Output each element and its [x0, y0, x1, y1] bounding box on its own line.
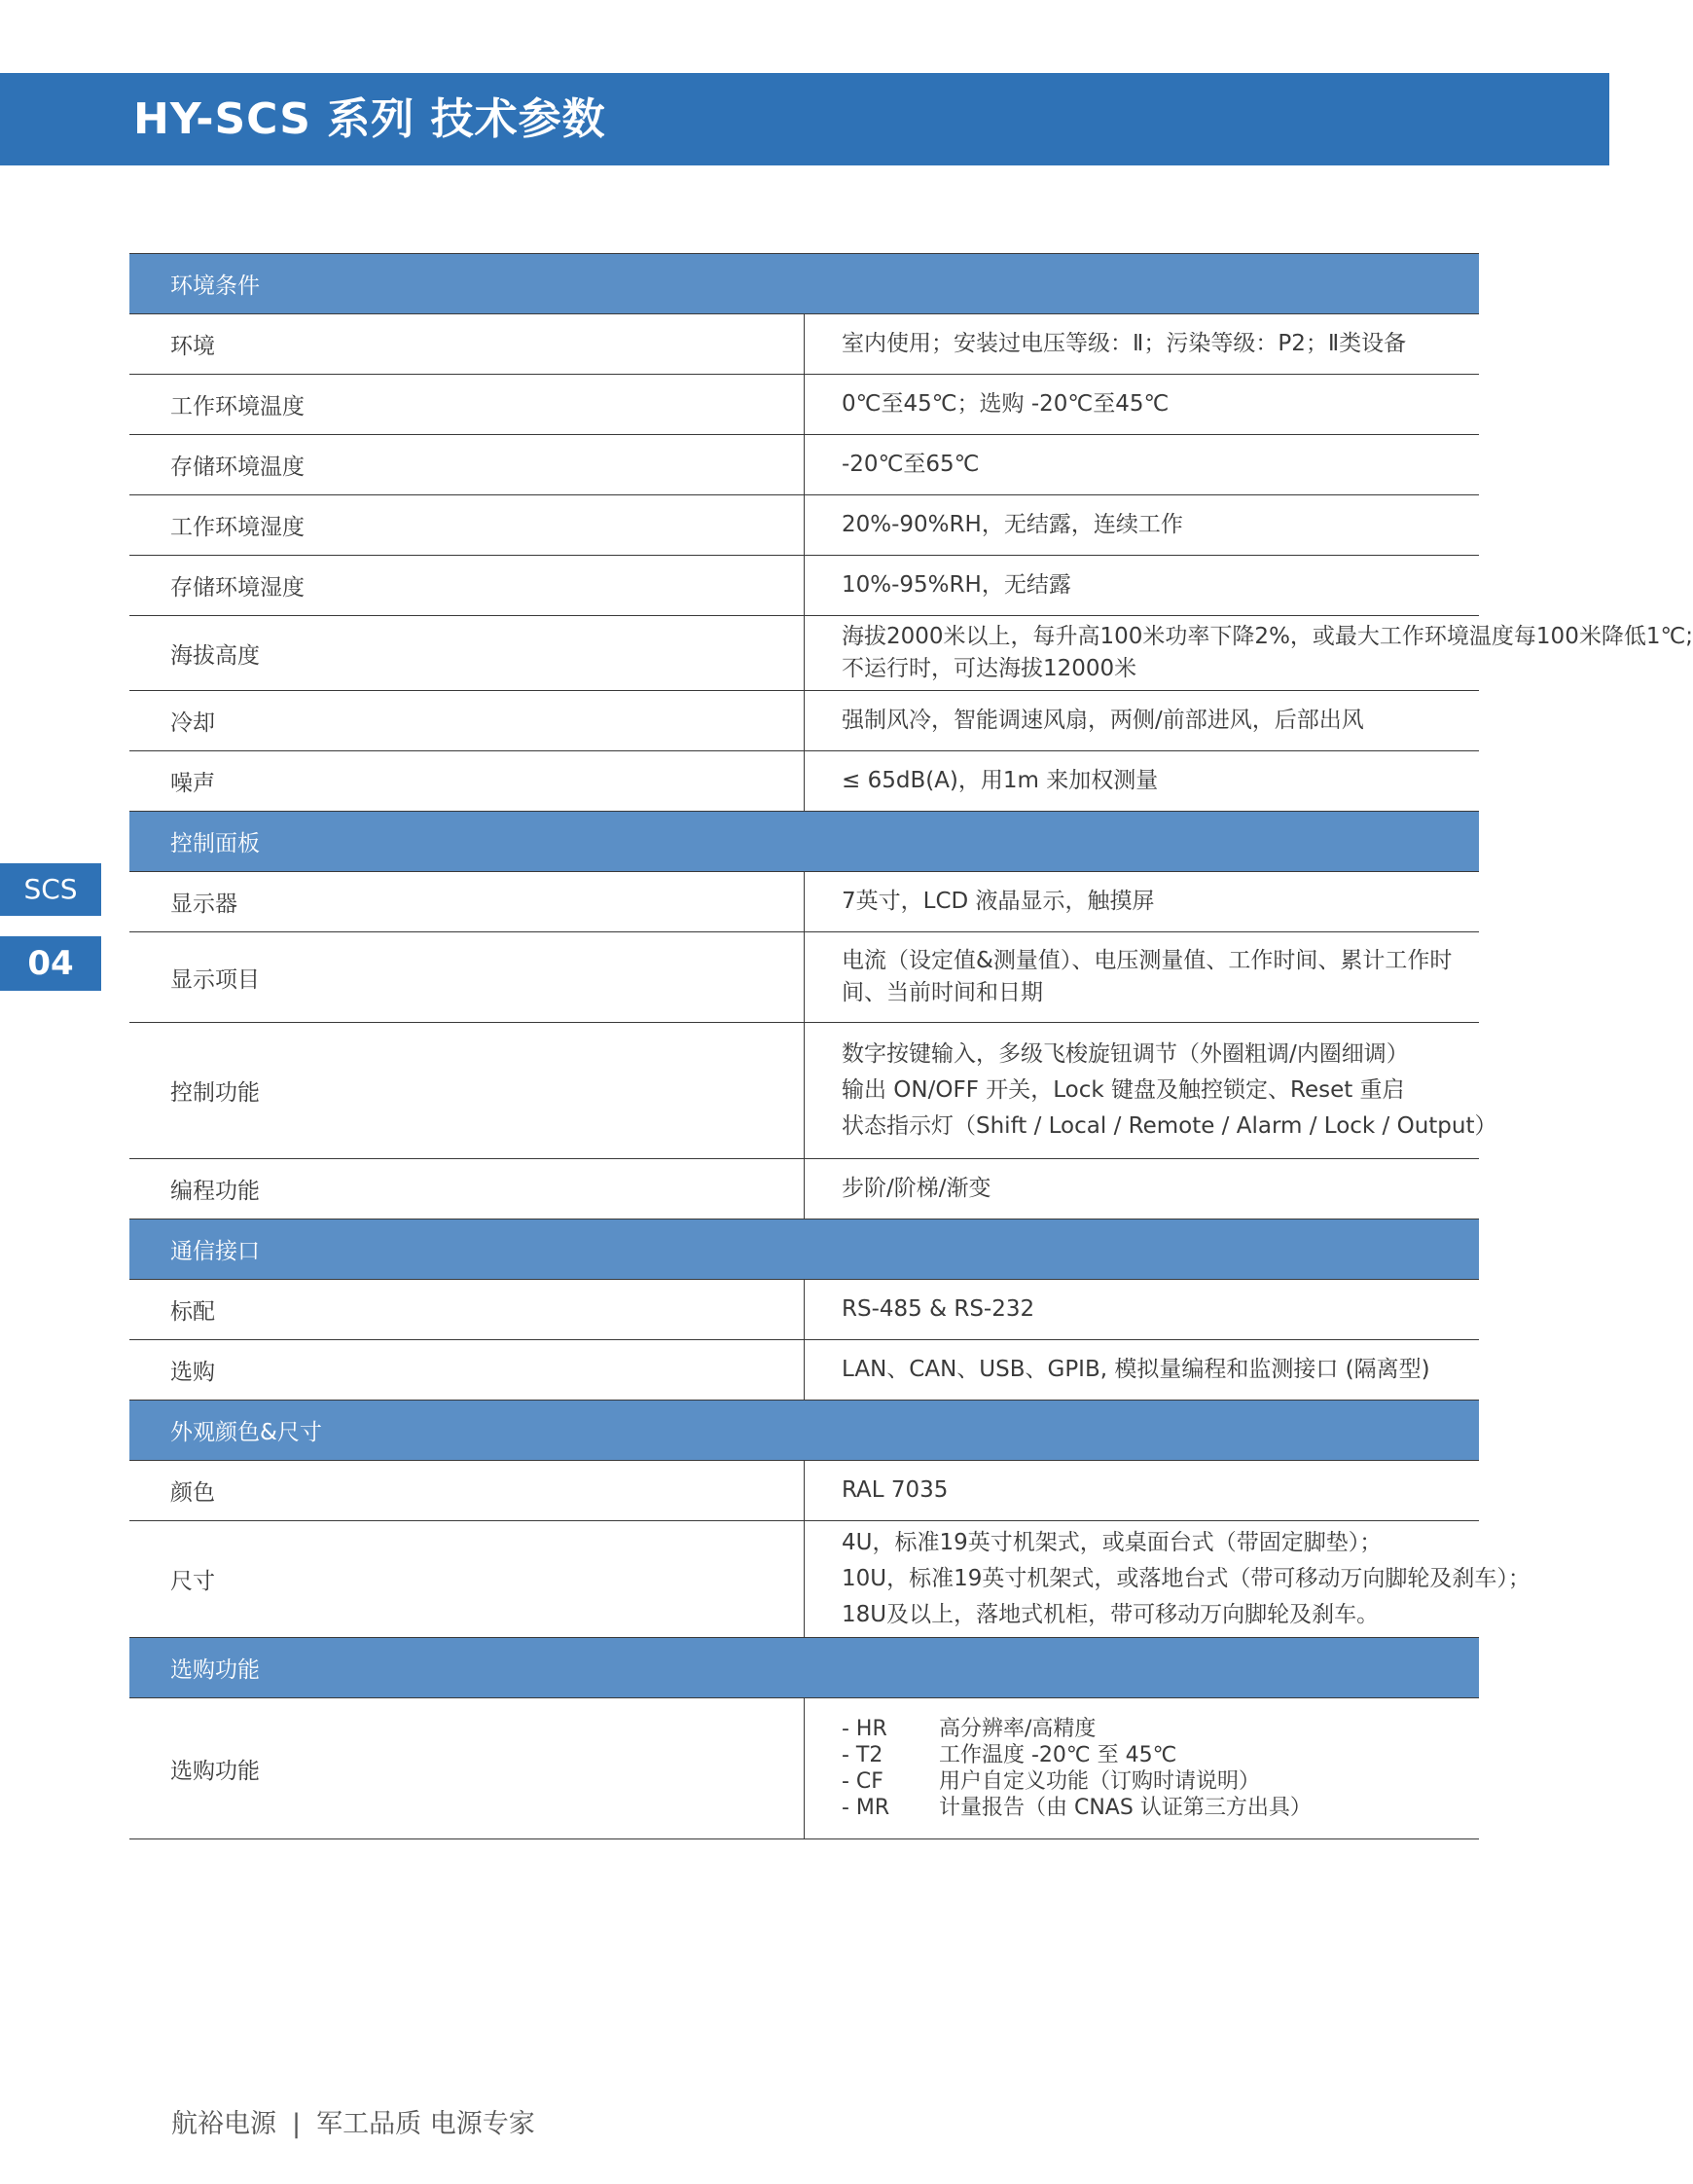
row-label: 冷却: [129, 691, 805, 751]
series-tab: SCS: [0, 863, 101, 916]
option-code: - CF: [842, 1769, 883, 1794]
row-value: 强制风冷，智能调速风扇，两侧/前部进风，后部出风: [805, 691, 1480, 751]
row-label: 控制功能: [129, 1023, 805, 1159]
value-line: 10U，标准19英寸机架式，或落地台式（带可移动万向脚轮及刹车）；: [842, 1566, 1531, 1591]
footer: [171, 2102, 535, 2140]
value-line: 4U，标准19英寸机架式，或桌面台式（带固定脚垫）；: [842, 1530, 1383, 1555]
value-line: 18U及以上，落地式机柜，带可移动万向脚轮及刹车。: [842, 1602, 1380, 1627]
row-label: 编程功能: [129, 1159, 805, 1219]
table-row: [129, 616, 1479, 691]
section-header-environment: 环境条件: [129, 254, 1479, 314]
row-value: [805, 1521, 1531, 1638]
row-label: 噪声: [129, 751, 805, 812]
list-item: [842, 1795, 1459, 1821]
option-code: - MR: [842, 1796, 890, 1820]
footer-slogan: 军工品质 电源专家: [316, 2109, 535, 2139]
option-desc: 工作温度 -20℃ 至 45℃: [939, 1743, 1177, 1767]
row-value: 20%-90%RH，无结露，连续工作: [805, 495, 1480, 556]
value-line: 数字按键输入，多级飞梭旋钮调节（外圈粗调/内圈细调）: [842, 1041, 1409, 1067]
option-desc: 高分辨率/高精度: [939, 1717, 1097, 1741]
table-row: [129, 751, 1479, 812]
row-label: 显示器: [129, 872, 805, 932]
list-item: [842, 1768, 1459, 1795]
row-label: 存储环境湿度: [129, 556, 805, 616]
option-code: - HR: [842, 1717, 887, 1741]
table-row: [129, 495, 1479, 556]
row-value: 步阶/阶梯/渐变: [805, 1159, 1480, 1219]
header-band: [0, 73, 1609, 165]
row-value: [805, 1698, 1480, 1839]
row-value: RS-485 & RS-232: [805, 1280, 1480, 1340]
spec-table: [129, 253, 1693, 1839]
section-header-communication: 通信接口: [129, 1219, 1479, 1280]
row-label: 颜色: [129, 1461, 805, 1521]
section-header-appearance: 外观颜色&尺寸: [129, 1401, 1479, 1461]
page-number-tab: 04: [0, 936, 101, 991]
options-list: [842, 1716, 1459, 1821]
row-label: 显示项目: [129, 932, 805, 1023]
row-value: RAL 7035: [805, 1461, 1480, 1521]
row-label: 选购: [129, 1340, 805, 1401]
row-value: -20℃至65℃: [805, 435, 1480, 495]
row-label: 工作环境湿度: [129, 495, 805, 556]
table-row: [129, 1521, 1479, 1638]
value-line: 状态指示灯（Shift / Local / Remote / Alarm / Lock / Output）: [842, 1113, 1497, 1139]
row-label: 环境: [129, 314, 805, 375]
table-row: [129, 314, 1479, 375]
value-line: 不运行时，可达海拔12000米: [842, 656, 1137, 681]
row-label: 选购功能: [129, 1698, 805, 1839]
footer-separator: |: [292, 2109, 302, 2139]
row-label: 标配: [129, 1280, 805, 1340]
table-row: [129, 556, 1479, 616]
row-label: 海拔高度: [129, 616, 805, 691]
row-value: 10%-95%RH，无结露: [805, 556, 1480, 616]
footer-brand: 航裕电源: [171, 2109, 276, 2139]
value-line: 海拔2000米以上，每升高100米功率下降2%，或最大工作环境温度每100米降低1℃;: [842, 624, 1693, 649]
table-row: [129, 375, 1479, 435]
option-code: - T2: [842, 1743, 883, 1767]
list-item: [842, 1742, 1459, 1768]
option-desc: 用户自定义功能（订购时请说明）: [939, 1769, 1261, 1794]
row-value: [805, 616, 1693, 691]
table-row: [129, 1698, 1479, 1839]
table-row: [129, 932, 1479, 1023]
option-desc: 计量报告（由 CNAS 认证第三方出具）: [939, 1796, 1312, 1820]
row-value: [805, 1023, 1497, 1159]
row-label: 尺寸: [129, 1521, 805, 1638]
table-row: [129, 1159, 1479, 1219]
row-value: 7英寸，LCD 液晶显示，触摸屏: [805, 872, 1480, 932]
row-value: ≤ 65dB(A)，用1m 来加权测量: [805, 751, 1480, 812]
table-row: [129, 435, 1479, 495]
table-row: [129, 1461, 1479, 1521]
row-value: 室内使用；安装过电压等级：Ⅱ；污染等级：P2；Ⅱ类设备: [805, 314, 1480, 375]
section-header-control-panel: 控制面板: [129, 812, 1479, 872]
value-line: 输出 ON/OFF 开关，Lock 键盘及触控锁定、Reset 重启: [842, 1077, 1405, 1103]
row-label: 存储环境温度: [129, 435, 805, 495]
table-row: [129, 872, 1479, 932]
table-row: [129, 1340, 1479, 1401]
row-label: 工作环境温度: [129, 375, 805, 435]
table-row: [129, 1023, 1479, 1159]
section-header-options: 选购功能: [129, 1638, 1479, 1698]
row-value: LAN、CAN、USB、GPIB, 模拟量编程和监测接口 (隔离型): [805, 1340, 1480, 1401]
table-row: [129, 1280, 1479, 1340]
page-title: HY-SCS 系列 技术参数: [133, 94, 606, 144]
row-value: 电流（设定值&测量值）、电压测量值、工作时间、累计工作时间、当前时间和日期: [805, 932, 1480, 1023]
list-item: [842, 1716, 1459, 1742]
row-value: 0℃至45℃；选购 -20℃至45℃: [805, 375, 1480, 435]
table-row: [129, 691, 1479, 751]
